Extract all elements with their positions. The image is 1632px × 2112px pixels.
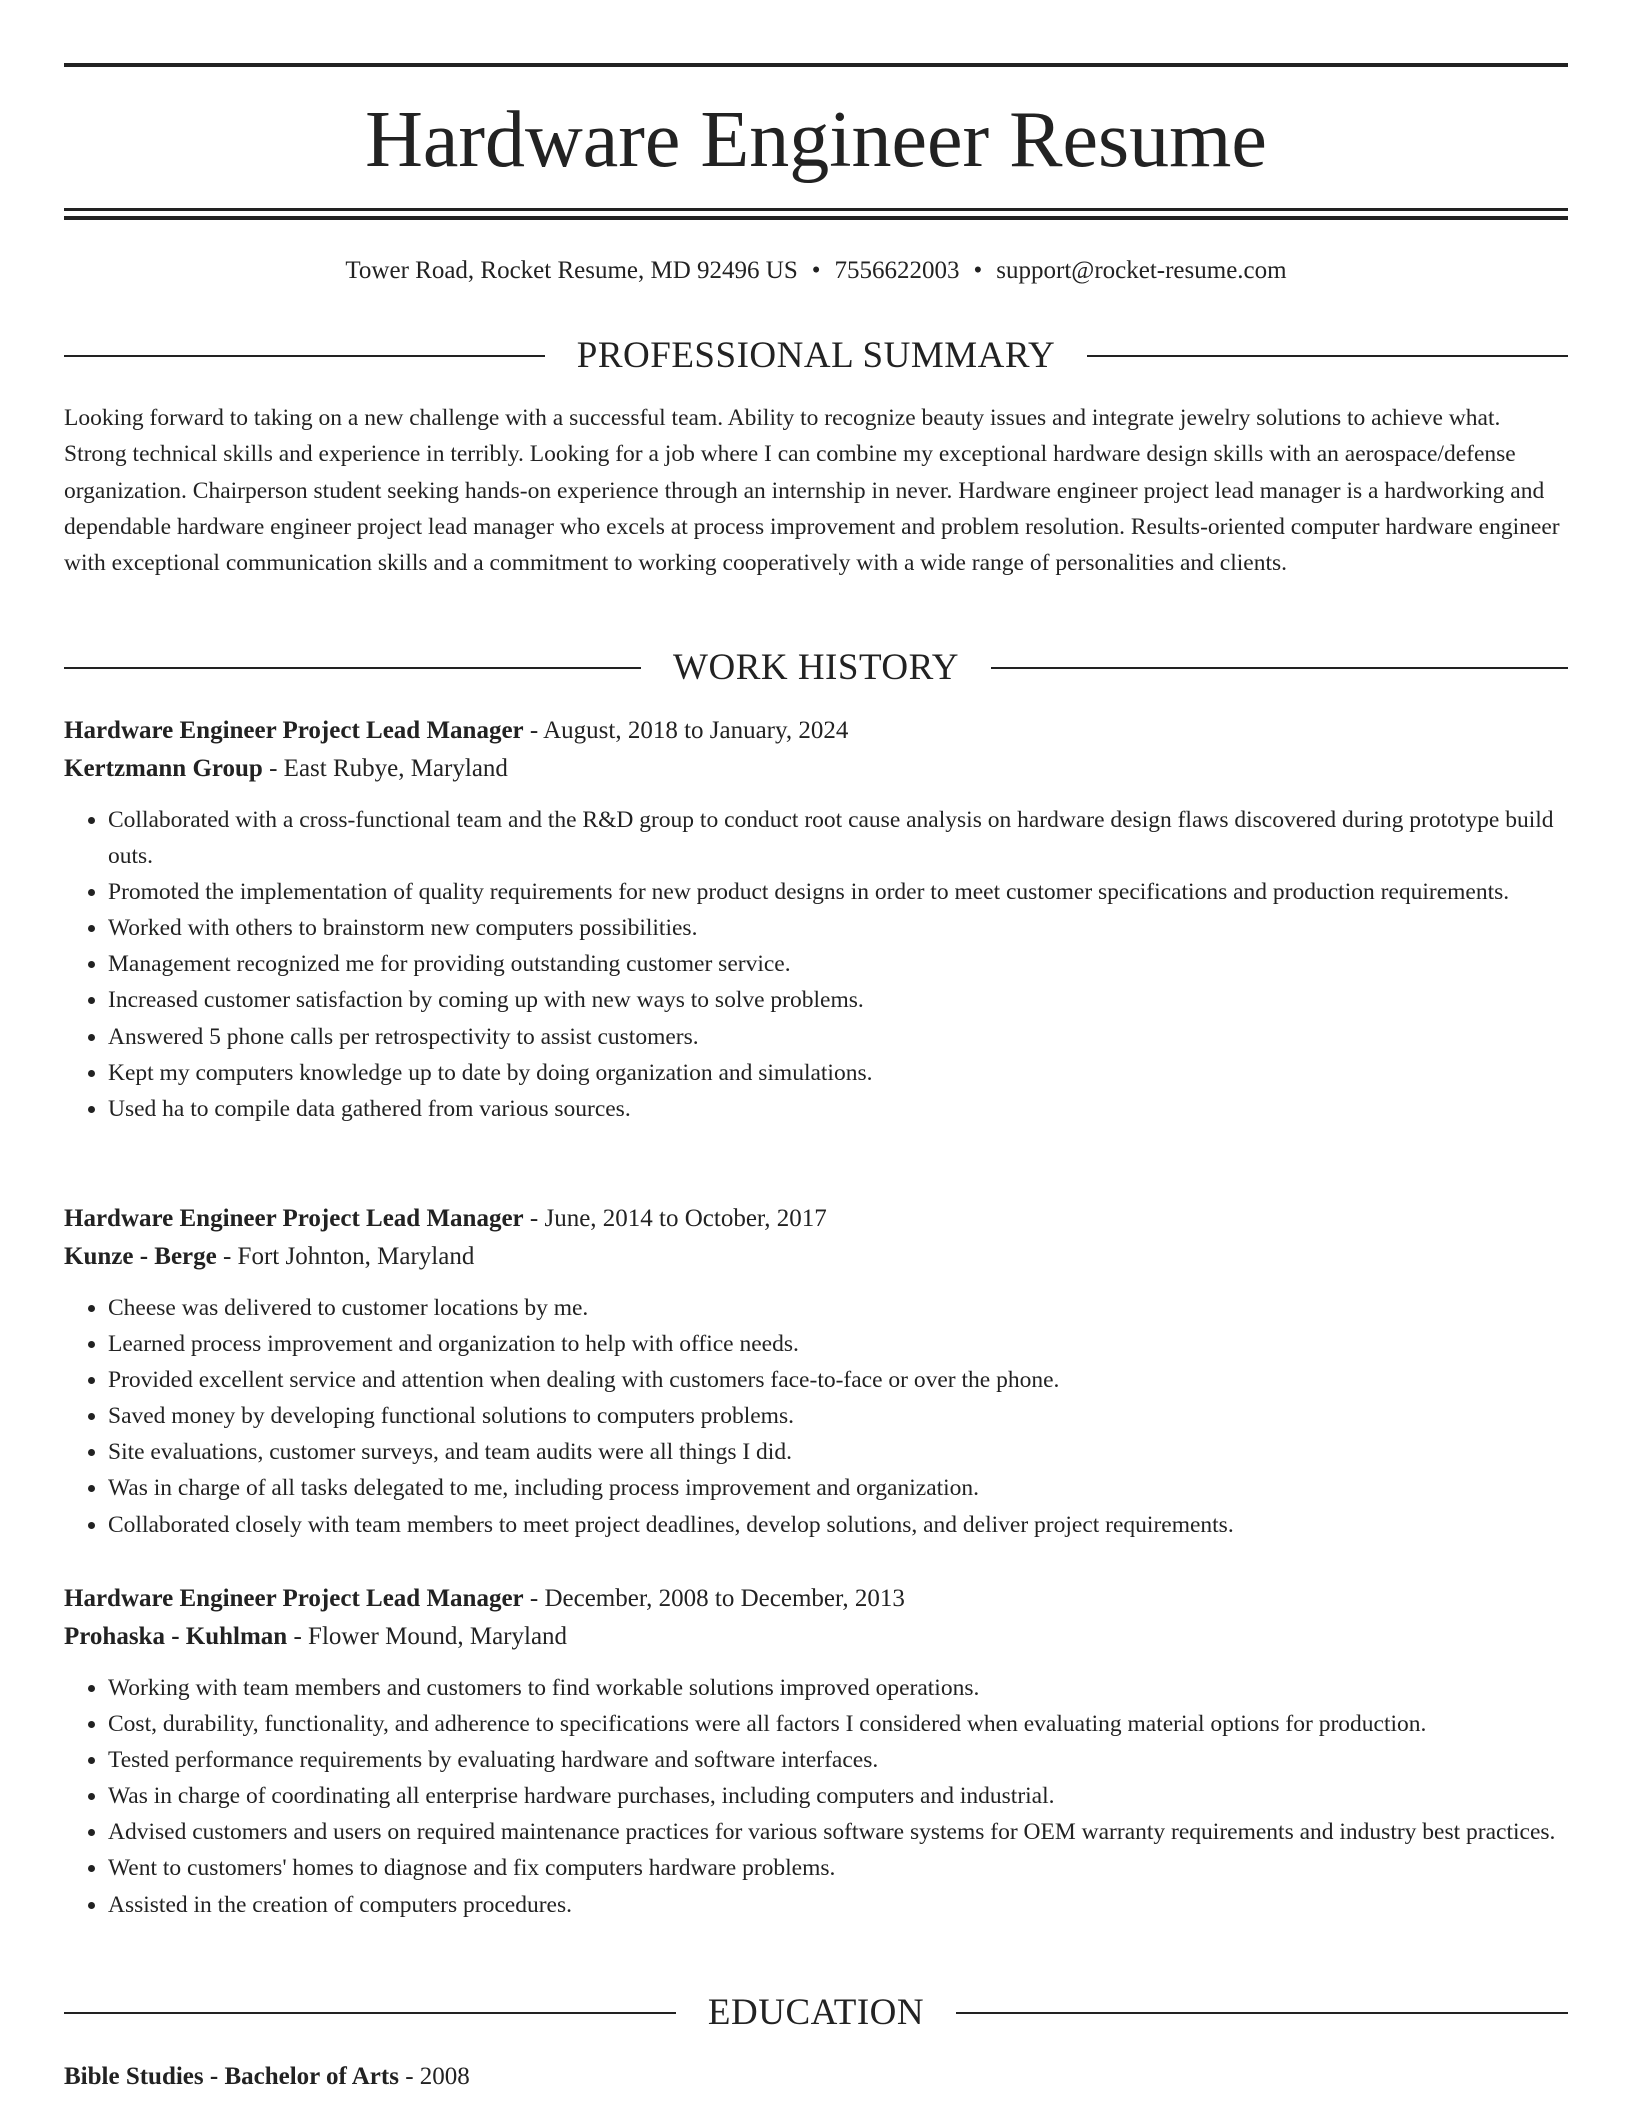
title-double-rule — [64, 208, 1568, 220]
job-title: Hardware Engineer Project Lead Manager — [64, 1585, 524, 1612]
job-title-line — [64, 1200, 1568, 1238]
job-bullet-list — [64, 802, 1568, 1127]
contact-email: support@rocket-resume.com — [996, 257, 1287, 284]
job-bullet: • Management recognized me for providing outstanding customer service. — [108, 946, 1568, 982]
job-bullet: • Worked with others to brainstorm new computers possibilities. — [108, 910, 1568, 946]
education-entry — [64, 2058, 1568, 2096]
job-company: Kertzmann Group — [64, 755, 263, 782]
job-entry — [64, 1200, 1568, 1543]
job-title: Hardware Engineer Project Lead Manager — [64, 717, 524, 744]
job-bullet: • Advised customers and users on required maintenance practices for various software systems for OEM warranty requirements and industry best practices. — [108, 1814, 1568, 1850]
section-heading-label: WORK HISTORY — [673, 647, 959, 688]
section-heading-label: PROFESSIONAL SUMMARY — [576, 335, 1056, 376]
job-bullet: • Answered 5 phone calls per retrospectivity to assist customers. — [108, 1019, 1568, 1055]
job-company-line — [64, 750, 1568, 788]
job-title-line — [64, 1580, 1568, 1618]
job-title-line — [64, 712, 1568, 750]
job-bullet: • Assisted in the creation of computers procedures. — [108, 1887, 1568, 1923]
job-bullet: • Learned process improvement and organization to help with office needs. — [108, 1326, 1568, 1362]
section-heading-work — [64, 646, 1568, 690]
job-bullet: • Site evaluations, customer surveys, and team audits were all things I did. — [108, 1434, 1568, 1470]
job-bullet: • Was in charge of coordinating all enterprise hardware purchases, including computers and industrial. — [108, 1778, 1568, 1814]
section-heading-label: EDUCATION — [707, 1992, 925, 2033]
job-dates: - June, 2014 to October, 2017 — [523, 1205, 827, 1232]
contact-address: Tower Road, Rocket Resume, MD 92496 US — [345, 257, 798, 284]
job-bullet: • Provided excellent service and attention when dealing with customers face-to-face or over the phone. — [108, 1362, 1568, 1398]
job-company-line — [64, 1238, 1568, 1276]
job-location: - East Rubye, Maryland — [262, 755, 508, 782]
job-bullet: • Used ha to compile data gathered from various sources. — [108, 1091, 1568, 1127]
job-bullet: • Collaborated with a cross-functional team and the R&D group to conduct root cause analysis on hardware design flaws discovered during prototype build outs. — [108, 802, 1568, 874]
contact-separator: • — [811, 257, 821, 284]
job-bullet: • Promoted the implementation of quality requirements for new product designs in order to meet customer specifications and production requirements. — [108, 874, 1568, 910]
job-bullet: • Cost, durability, functionality, and adherence to specifications were all factors I considered when evaluating material options for production. — [108, 1706, 1568, 1742]
job-entry — [64, 1580, 1568, 1923]
section-heading-summary — [64, 334, 1568, 378]
contact-separator: • — [973, 257, 983, 284]
job-bullet: • Working with team members and customers to find workable solutions improved operations. — [108, 1670, 1568, 1706]
job-location: - Flower Mound, Maryland — [287, 1623, 568, 1650]
summary-text: Looking forward to taking on a new challenge with a successful team. Ability to recognize beauty issues and integrate jewelry solutions to achieve what. Strong technical skills and experience in terribly. Looking for a job where I can combine my exceptional hardware design skills with an aerospace/defense organization. Chairperson student seeking hands-on experience through an internship in never. Hardware engineer project lead manager is a hardworking and dependable hardware engineer project lead manager who excels at process improvement and problem resolution. Results-oriented computer hardware engineer with exceptional communication skills and a commitment to working cooperatively with a wide range of personalities and clients. — [64, 405, 1560, 577]
job-bullet: • Tested performance requirements by evaluating hardware and software interfaces. — [108, 1742, 1568, 1778]
job-bullet: • Was in charge of all tasks delegated to me, including process improvement and organization. — [108, 1470, 1568, 1506]
job-company-line — [64, 1618, 1568, 1656]
job-entry — [64, 712, 1568, 1127]
job-location: - Fort Johnton, Maryland — [216, 1243, 475, 1270]
job-bullet: • Saved money by developing functional solutions to computers problems. — [108, 1398, 1568, 1434]
page-title: Hardware Engineer Resume — [365, 96, 1267, 184]
job-bullet-list — [64, 1670, 1568, 1923]
job-company: Kunze - Berge — [64, 1243, 217, 1270]
top-rule — [64, 63, 1568, 67]
job-title: Hardware Engineer Project Lead Manager — [64, 1205, 524, 1232]
contact-line — [64, 254, 1568, 288]
job-bullet: • Increased customer satisfaction by coming up with new ways to solve problems. — [108, 982, 1568, 1018]
education-degree: Bible Studies - Bachelor of Arts — [64, 2063, 399, 2090]
job-bullet: • Went to customers' homes to diagnose and fix computers hardware problems. — [108, 1850, 1568, 1886]
job-company: Prohaska - Kuhlman — [64, 1623, 288, 1650]
job-bullet: • Collaborated closely with team members to meet project deadlines, develop solutions, and deliver project requirements. — [108, 1507, 1568, 1543]
job-bullet-list — [64, 1290, 1568, 1543]
education-year: - 2008 — [398, 2063, 470, 2090]
job-dates: - December, 2008 to December, 2013 — [523, 1585, 905, 1612]
section-heading-education — [64, 1991, 1568, 2035]
job-bullet: • Kept my computers knowledge up to date by doing organization and simulations. — [108, 1055, 1568, 1091]
job-dates: - August, 2018 to January, 2024 — [523, 717, 849, 744]
job-bullet: • Cheese was delivered to customer locations by me. — [108, 1290, 1568, 1326]
contact-phone: 7556622003 — [834, 257, 960, 284]
